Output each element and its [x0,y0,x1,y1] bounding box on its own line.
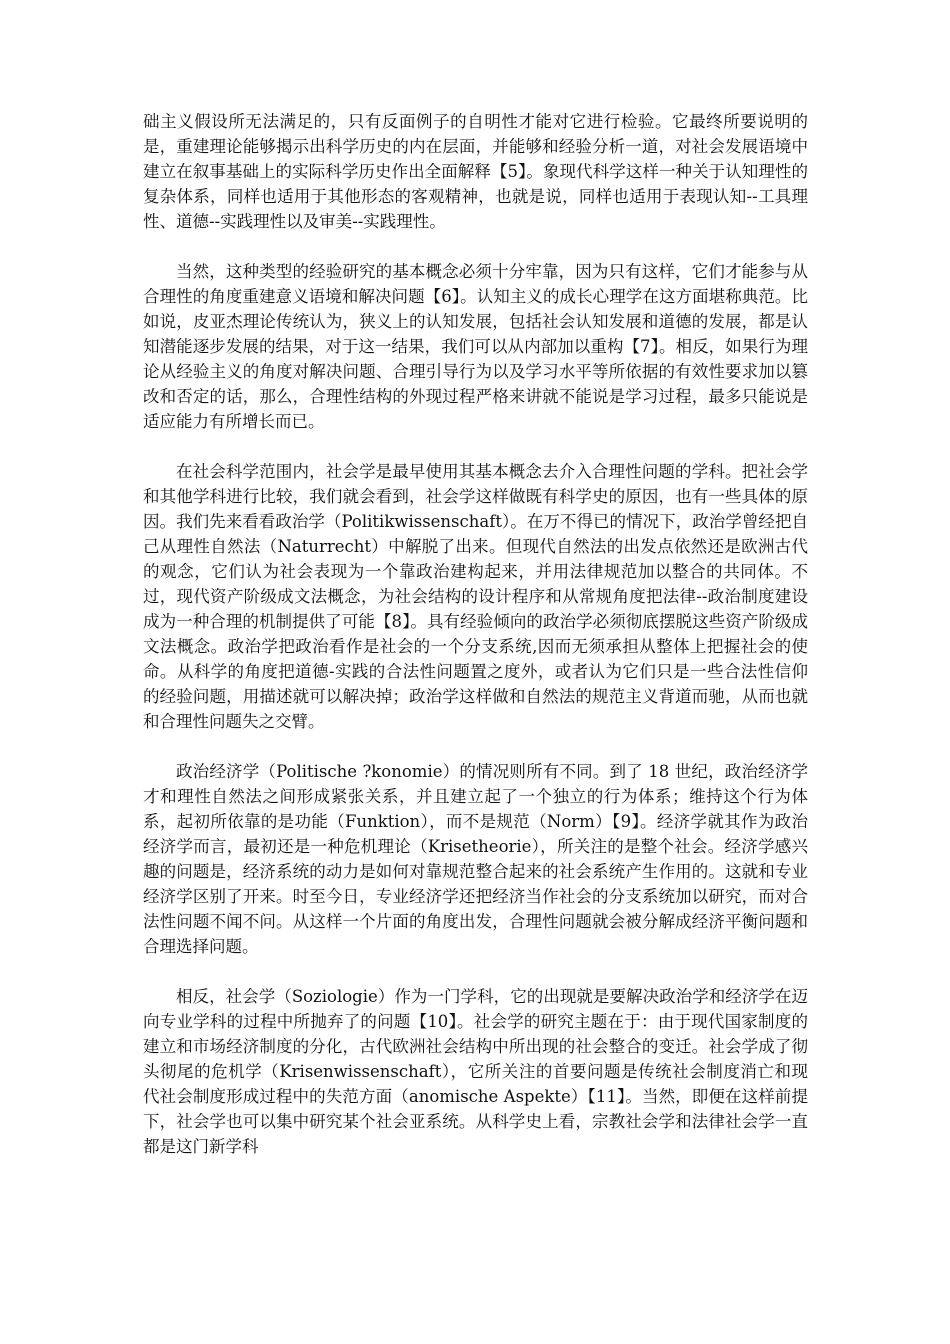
paragraph-1: 础主义假设所无法满足的，只有反面例子的自明性才能对它进行检验。它最终所要说明的是，重建理论能够揭示出科学历史的内在层面，并能够和经验分析一道，对社会发展语境中建立在叙事基础上的实际科学历史作出全面解释【5】。象现代科学这样一种关于认知理性的复杂体系，同样也适用于其他形态的客观精神，也就是说，同样也适用于表现认知--工具理性、道德--实践理性以及审美--实践理性。 [143,112,808,231]
paragraph-2: 当然，这种类型的经验研究的基本概念必须十分牢靠，因为只有这样，它们才能参与从合理性的角度重建意义语境和解决问题【6】。认知主义的成长心理学在这方面堪称典范。比如说，皮亚杰理论传统认为，狭义上的认知发展，包括社会认知发展和道德的发展，都是认知潜能逐步发展的结果，对于这一结果，我们可以从内部加以重构【7】。相反，如果行为理论从经验主义的角度对解决问题、合理引导行为以及学习水平等所依据的有效性要求加以篡改和否定的话，那么，合理性结构的外现过程严格来讲就不能说是学习过程，最多只能说是适应能力有所增长而已。 [143,262,808,431]
paragraph-5: 相反，社会学（Soziologie）作为一门学科，它的出现就是要解决政治学和经济学在迈向专业学科的过程中所抛弃了的问题【10】。社会学的研究主题在于：由于现代国家制度的建立和市场经济制度的分化，古代欧洲社会结构中所出现的社会整合的变迁。社会学成了彻头彻尾的危机学（Krisenwissenschaft），它所关注的首要问题是传统社会制度消亡和现代社会制度形成过程中的失范方面（anomische Aspekte）【11】。当然，即便在这样前提下，社会学也可以集中研究某个社会亚系统。从科学史上看，宗教社会学和法律社会学一直都是这门新学科 [143,987,808,1156]
document-body [143,109,808,1184]
paragraph-4: 政治经济学（Politische ?konomie）的情况则所有不同。到了 18 世纪，政治经济学才和理性自然法之间形成紧张关系，并且建立起了一个独立的行为体系；维持这个行为体系，起初所依靠的是功能（Funktion），而不是规范（Norm）【9】。经济学就其作为政治经济学而言，最初还是一种危机理论（Krisetheorie），所关注的是整个社会。经济学感兴趣的问题是，经济系统的动力是如何对靠规范整合起来的社会系统产生作用的。这就和专业经济学区别了开来。时至今日，专业经济学还把经济当作社会的分支系统加以研究，而对合法性问题不闻不问。从这样一个片面的角度出发，合理性问题就会被分解成经济平衡问题和合理选择问题。 [143,762,808,956]
paragraph-3: 在社会科学范围内，社会学是最早使用其基本概念去介入合理性问题的学科。把社会学和其他学科进行比较，我们就会看到，社会学这样做既有科学史的原因，也有一些具体的原因。我们先来看看政治学（Politikwissenschaft）。在万不得已的情况下，政治学曾经把自己从理性自然法（Naturrecht）中解脱了出来。但现代自然法的出发点依然还是欧洲古代的观念，它们认为社会表现为一个靠政治建构起来，并用法律规范加以整合的共同体。不过，现代资产阶级成文法概念，为社会结构的设计程序和从常规角度把法律--政治制度建设成为一种合理的机制提供了可能【8】。具有经验倾向的政治学必须彻底摆脱这些资产阶级成文法概念。政治学把政治看作是社会的一个分支系统,因而无须承担从整体上把握社会的使命。从科学的角度把道德-实践的合法性问题置之度外，或者认为它们只是一些合法性信仰的经验问题，用描述就可以解决掉；政治学这样做和自然法的规范主义背道而驰，从而也就和合理性问题失之交臂。 [143,462,808,731]
